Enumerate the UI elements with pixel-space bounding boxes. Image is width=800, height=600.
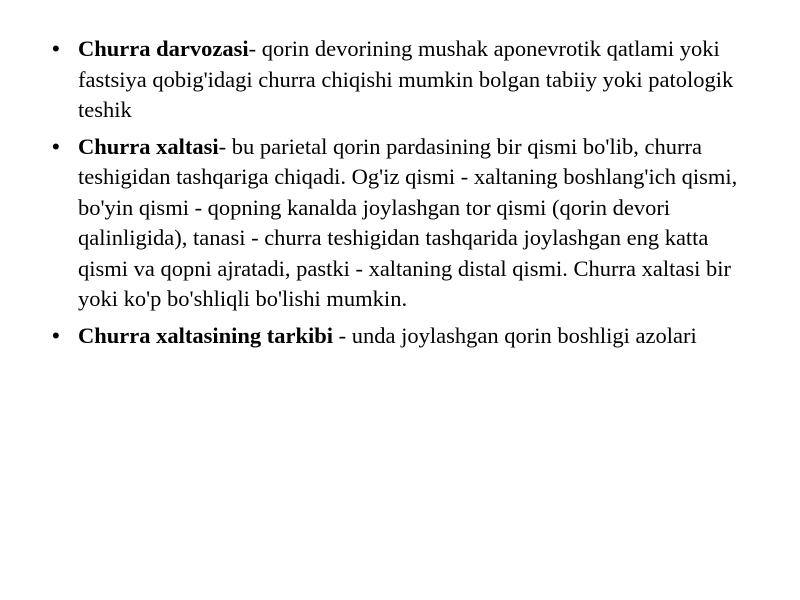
bullet-icon: • (52, 36, 60, 61)
bullet-item-hernia-gate (52, 34, 752, 126)
bullet-item-sac-contents (52, 321, 752, 352)
bullet-icon: • (52, 133, 60, 159)
definition-hernia-sac: - bu parietal qorin pardasining bir qismi bo'lib, churra teshigidan tashqariga chiqadi. Og'iz qismi - xaltaning boshlang'ich qismi, bo'yin qismi - qopning kanalda joylashgan tor qismi (qorin devori qalinligida), tanasi - churra teshigidan tashqarida joylashgan eng katta qismi va qopni ajratadi, pastki - xaltaning distal qismi. Churra xaltasi bir yoki ko'p bo'shliqli bo'lishi mumkin. (78, 133, 738, 311)
bullet-icon: • (52, 322, 60, 348)
definition-hernia-gate: - qorin devorining mushak aponevrotik qatlami yoki fastsiya qobig'idagi churra chiqishi mumkin bolgan tabiiy yoki patologik teshik (78, 36, 734, 122)
definition-sac-contents: - unda joylashgan qorin boshligi azolari (333, 322, 697, 348)
bullet-list (52, 34, 752, 357)
term-hernia-gate: Churra darvozasi (78, 36, 249, 61)
term-hernia-sac: Churra xaltasi (78, 133, 219, 159)
bullet-item-hernia-sac (52, 132, 752, 315)
term-sac-contents: Churra xaltasining tarkibi (78, 322, 334, 348)
